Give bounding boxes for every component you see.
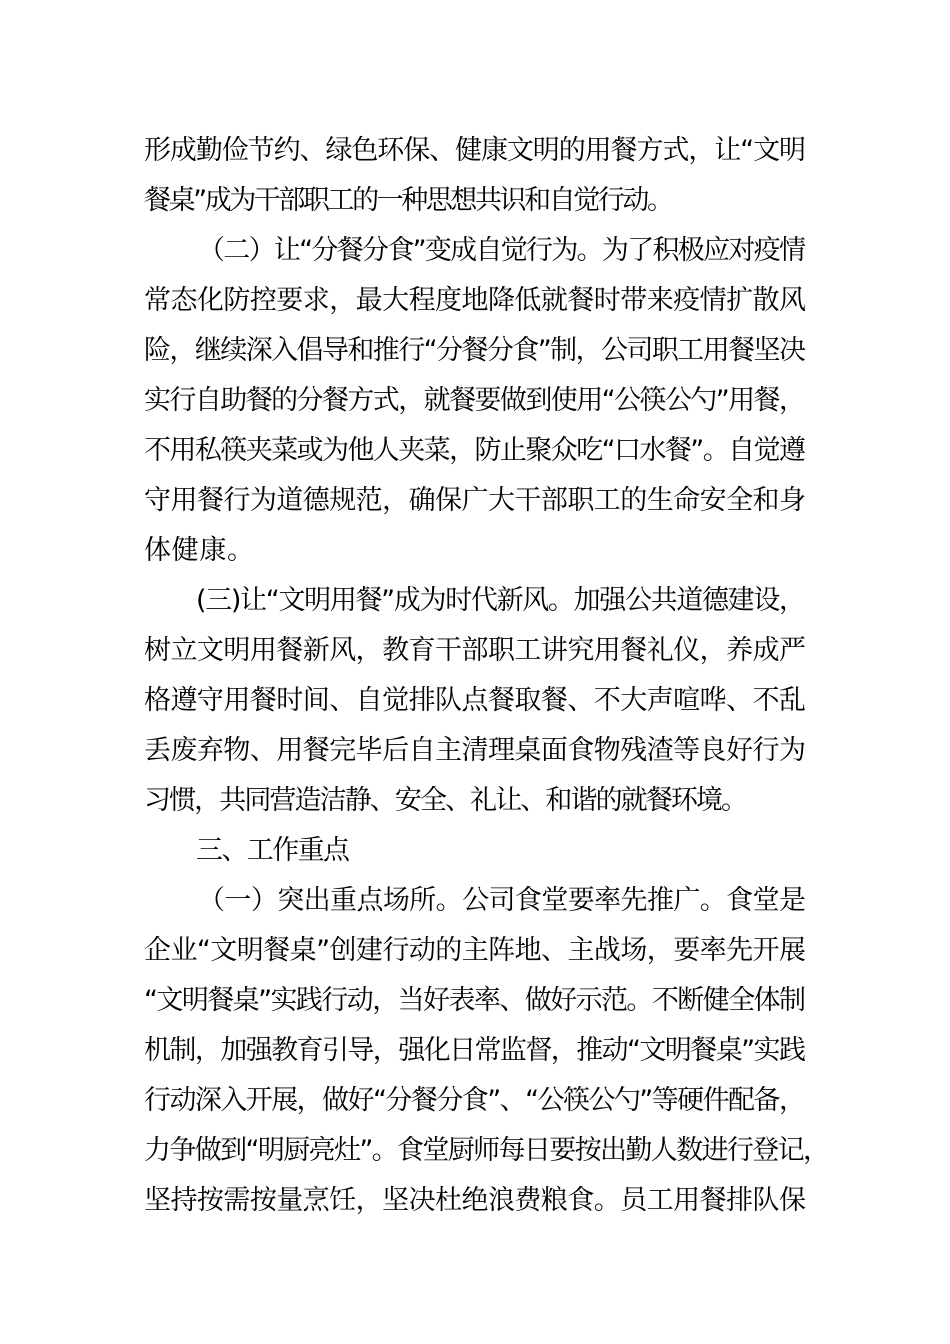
text-line-14: 习惯，共同营造洁静、安全、礼让、和谐的就餐环境。 <box>144 785 747 816</box>
text-line-17: 企业“文明餐桌”创建行动的主阵地、主战场，要率先开展 <box>144 935 806 966</box>
text-line-7: 不用私筷夹菜或为他人夹菜，防止聚众吃“口水餐”。自觉遵 <box>144 435 805 466</box>
text-line-19: 机制，加强教育引导，强化日常监督，推动“文明餐桌”实践 <box>144 1035 805 1066</box>
text-line-2: 餐桌”成为干部职工的一种思想共识和自觉行动。 <box>144 185 672 216</box>
text-line-3: （二）让“分餐分食”变成自觉行为。为了积极应对疫情 <box>198 235 805 266</box>
text-line-21: 力争做到“明厨亮灶”。食堂厨师每日要按出勤人数进行登记， <box>144 1135 829 1166</box>
text-line-13: 丢废弃物、用餐完毕后自主清理桌面食物残渣等良好行为 <box>144 735 806 766</box>
text-line-8: 守用餐行为道德规范，确保广大干部职工的生命安全和身 <box>144 485 806 516</box>
section-heading-3: 三、工作重点 <box>196 835 349 866</box>
text-line-11: 树立文明用餐新风，教育干部职工讲究用餐礼仪，养成严 <box>144 635 806 666</box>
text-line-12: 格遵守用餐时间、自觉排队点餐取餐、不大声喧哗、不乱 <box>144 685 806 716</box>
text-line-18: “文明餐桌”实践行动，当好表率、做好示范。不断健全体制 <box>144 985 805 1016</box>
text-line-10: (三)让“文明用餐”成为时代新风。加强公共道德建设， <box>196 585 805 616</box>
text-line-20: 行动深入开展，做好“分餐分食”、“公筷公勺”等硬件配备， <box>144 1085 805 1116</box>
text-line-16: （一）突出重点场所。公司食堂要率先推广。食堂是 <box>198 885 806 916</box>
text-line-9: 体健康。 <box>144 535 255 566</box>
text-line-5: 险，继续深入倡导和推行“分餐分食”制，公司职工用餐坚决 <box>144 335 805 366</box>
text-line-1: 形成勤俭节约、绿色环保、健康文明的用餐方式，让“文明 <box>144 135 805 166</box>
text-line-22: 坚持按需按量烹饪，坚决杜绝浪费粮食。员工用餐排队保 <box>144 1185 806 1216</box>
text-line-4: 常态化防控要求，最大程度地降低就餐时带来疫情扩散风 <box>144 285 806 316</box>
text-line-6: 实行自助餐的分餐方式，就餐要做到使用“公筷公勺”用餐， <box>144 385 805 416</box>
